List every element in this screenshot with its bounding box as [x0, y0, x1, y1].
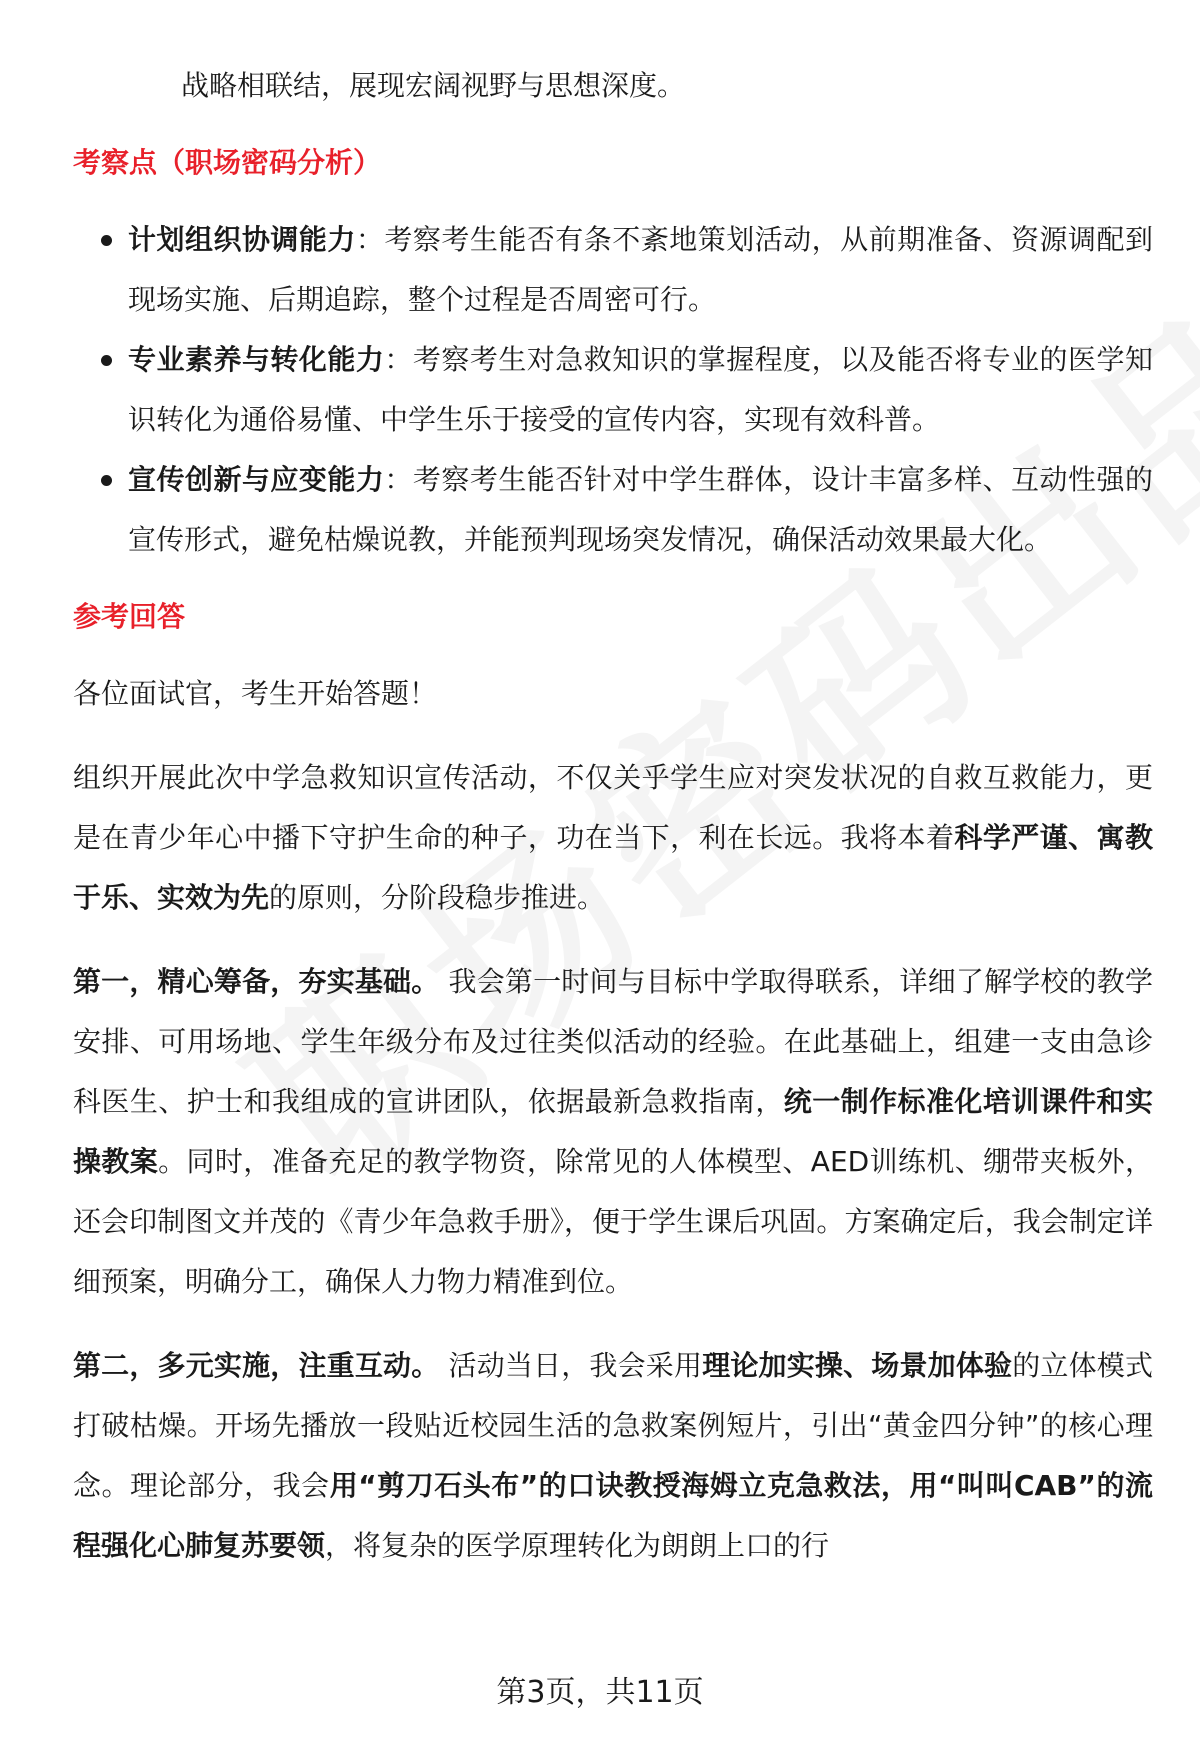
paragraph-opening — [73, 748, 1153, 928]
paragraph-step-one — [73, 952, 1153, 1312]
intro-continuation: 战略相联结，展现宏阔视野与思想深度。 — [181, 69, 686, 102]
paragraph-emphasis: 统一制作标准化培训课件和实操教案 — [73, 1085, 1153, 1178]
paragraph-text: 组织开展此次中学急救知识宣传活动，不仅关乎学生应对突发状况的自救互救能力，更是在青少年心中播下守护生命的种子，功在当下，利在长远。我将本着 — [73, 761, 1153, 854]
paragraph-text: 的原则，分阶段稳步推进。 — [269, 881, 606, 914]
list-item-text: ：考察考生能否有条不紊地策划活动，从前期准备、资源调配到现场实施、后期追踪，整个过程是否周密可行。 — [128, 223, 1153, 316]
paragraph-text: 。同时，准备充足的教学物资，除常见的人体模型、AED训练机、绷带夹板外，还会印制图文并茂的《青少年急救手册》，便于学生课后巩固。方案确定后，我会制定详细预案，明确分工，确保人力物力精准到位。 — [73, 1145, 1153, 1298]
list-item-title: 专业素养与转化能力 — [128, 343, 385, 376]
paragraph-emphasis: 理论加实操、场景加体验 — [702, 1349, 1013, 1382]
paragraph-lead: 第二，多元实施，注重互动。 — [73, 1349, 440, 1382]
list-item — [73, 210, 1153, 330]
paragraph-text: 的立体模式打破枯燥。开场先播放一段贴近校园生活的急救案例短片，引出“黄金四分钟”的核心理念。理论部分，我会 — [73, 1349, 1153, 1502]
paragraph-text: ，将复杂的医学原理转化为朗朗上口的行 — [325, 1529, 830, 1562]
list-item-title: 计划组织协调能力 — [128, 223, 356, 256]
document-body — [73, 56, 1153, 1576]
list-item — [73, 450, 1153, 570]
list-item-text: ：考察考生能否针对中学生群体，设计丰富多样、互动性强的宣传形式，避免枯燥说教，并能预判现场突发情况，确保活动效果最大化。 — [128, 463, 1153, 556]
greeting: 各位面试官，考生开始答题！ — [73, 677, 438, 710]
paragraph-text: 我会第一时间与目标中学取得联系，详细了解学校的教学安排、可用场地、学生年级分布及过往类似活动的经验。在此基础上，组建一支由急诊科医生、护士和我组成的宣讲团队，依据最新急救指南， — [73, 965, 1153, 1118]
exam-points-list — [73, 210, 1153, 570]
page-number: 第3页，共11页 — [496, 1675, 704, 1710]
bullet-icon — [101, 355, 112, 366]
bullet-icon — [101, 475, 112, 486]
section-heading-reference-answer: 参考回答 — [73, 600, 186, 633]
paragraph-step-two — [73, 1336, 1153, 1576]
paragraph-emphasis: 用“剪刀石头布”的口诀教授海姆立克急救法，用“叫叫CAB”的流程强化心肺复苏要领 — [73, 1469, 1153, 1562]
list-item-title: 宣传创新与应变能力 — [128, 463, 385, 496]
list-item — [73, 330, 1153, 450]
paragraph-text: 活动当日，我会采用 — [439, 1349, 703, 1382]
list-item-text: ：考察考生对急救知识的掌握程度，以及能否将专业的医学知识转化为通俗易懂、中学生乐于接受的宣传内容，实现有效科普。 — [128, 343, 1153, 436]
section-heading-exam-points: 考察点（职场密码分析） — [73, 146, 382, 179]
bullet-icon — [101, 235, 112, 246]
paragraph-lead: 第一，精心筹备，夯实基础。 — [73, 965, 440, 998]
paragraph-emphasis: 科学严谨、寓教于乐、实效为先 — [73, 821, 1153, 914]
